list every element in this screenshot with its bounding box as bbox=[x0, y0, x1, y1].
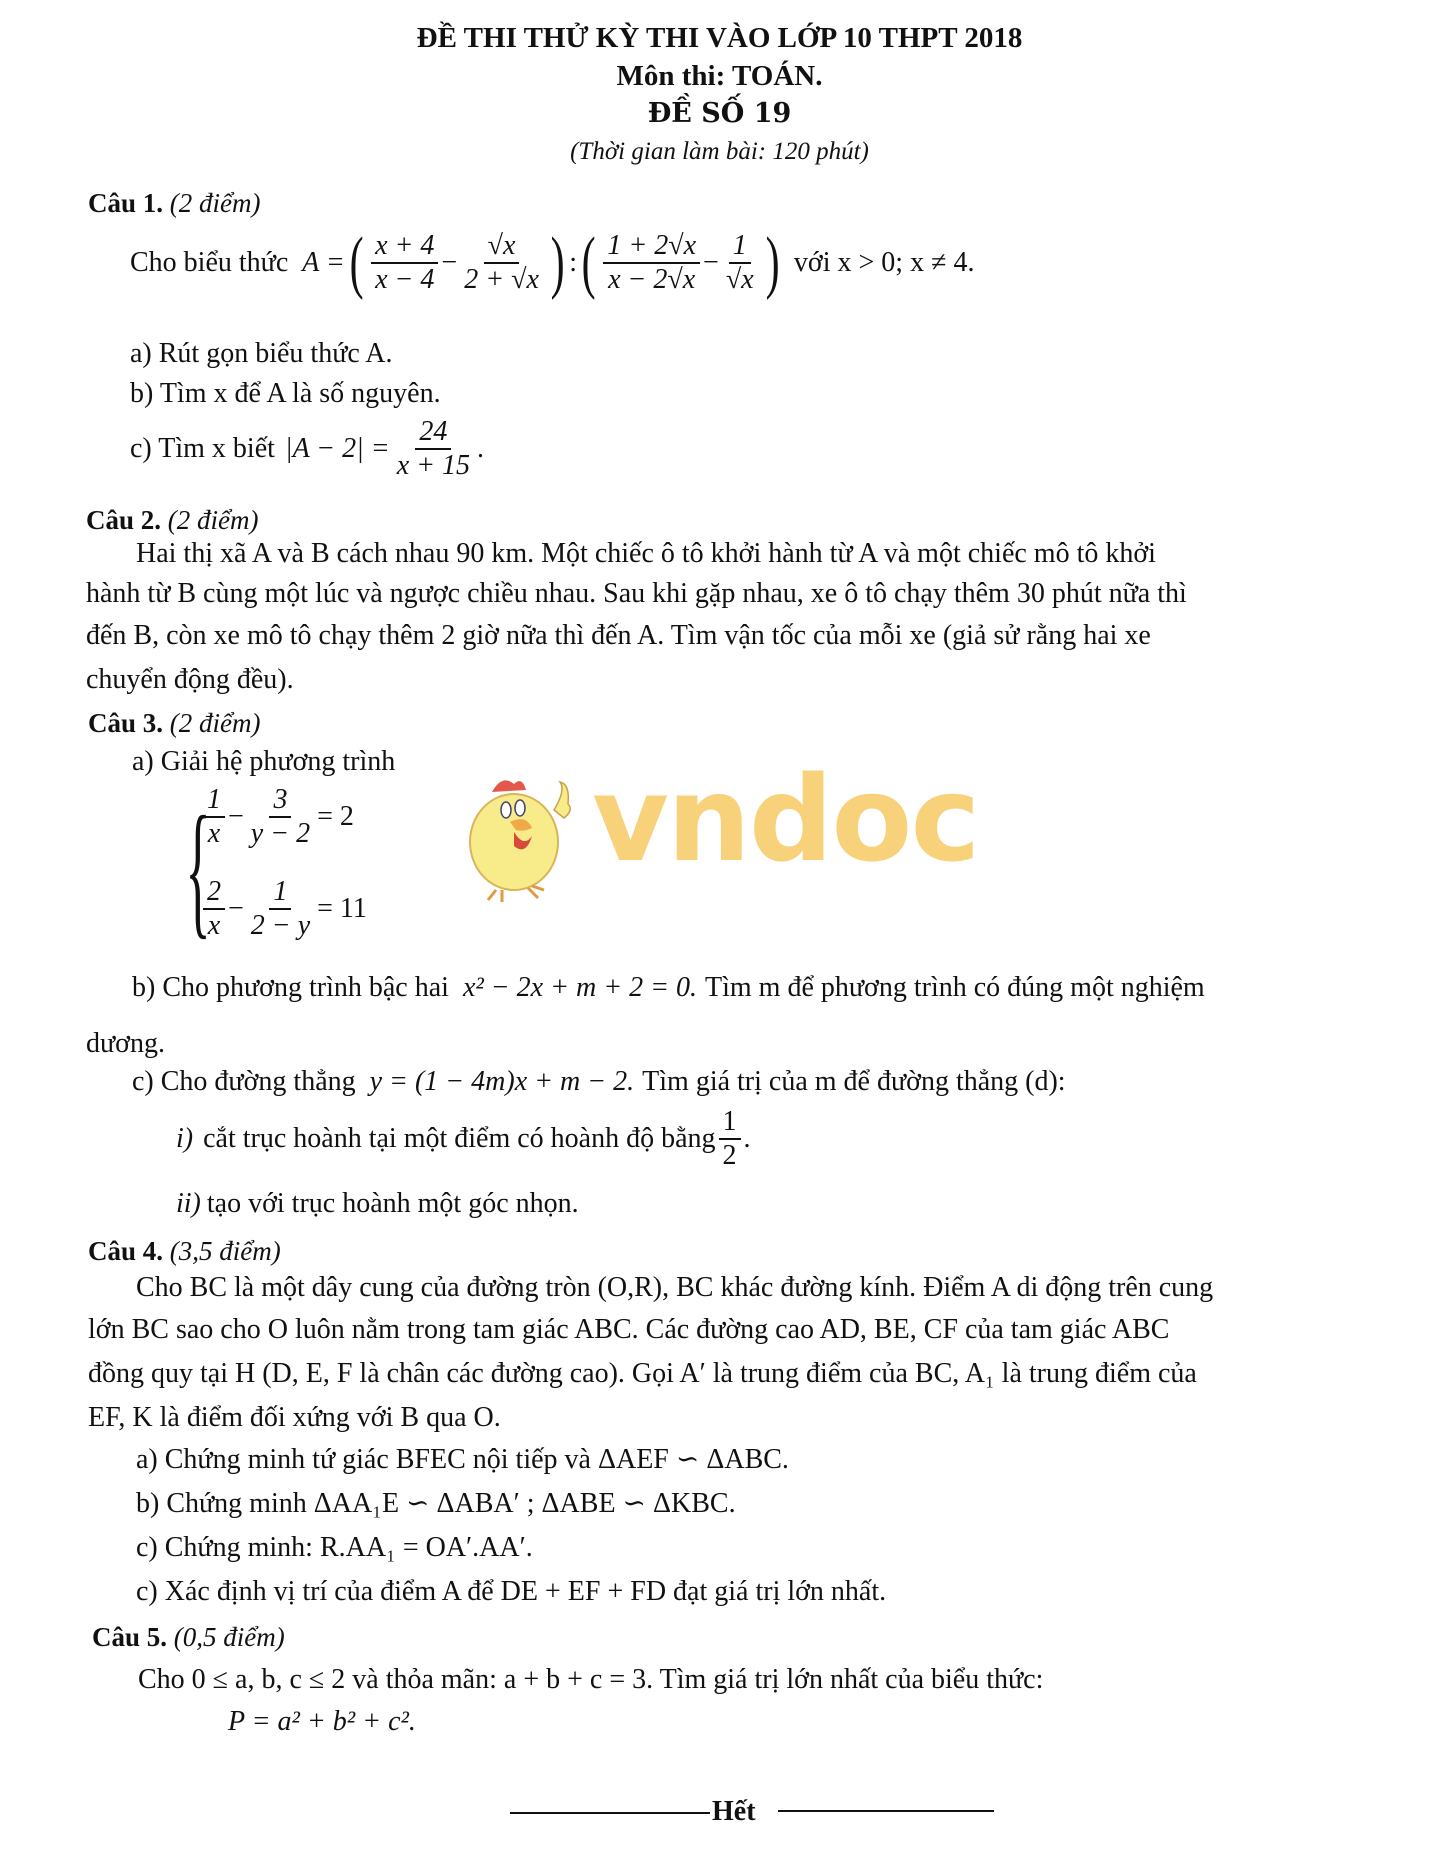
vndoc-logo-text: vndoc bbox=[592, 750, 979, 888]
question-3-part-c-i: i) cắt trục hoành tại một điểm có hoành độ bằng $\frac{1}{2}$ . bbox=[176, 1106, 751, 1171]
fraction: $\frac{24}{x + 15}$ bbox=[396, 416, 471, 481]
question-3-part-b: b) Cho phương trình bậc hai x² − 2x + m + 2 = 0. Tìm m để phương trình có đúng một nghiệm bbox=[132, 972, 1205, 1003]
question-2-title: Câu 2. (2 điểm) bbox=[86, 505, 259, 535]
fraction: $\frac{√x}{2 + √x}$ bbox=[464, 230, 539, 295]
question-1-part-a: a) Rút gọn biểu thức A. bbox=[130, 338, 393, 369]
end-marker: Hết bbox=[712, 1796, 756, 1827]
question-3-part-b-cont: dương. bbox=[86, 1028, 165, 1059]
fraction: $\frac{x + 4}{x - 4}$ bbox=[371, 232, 438, 294]
right-paren: ) bbox=[765, 224, 780, 301]
question-4-part-b: b) Chứng minh ΔAA₁E ∽ ΔABA′ ; ΔABE ∽ ΔKBC. bbox=[136, 1488, 736, 1519]
question-4-part-a: a) Chứng minh tứ giác BFEC nội tiếp và ΔAEF ∽ ΔABC. bbox=[136, 1444, 789, 1475]
left-paren: ( bbox=[581, 224, 596, 301]
exam-number: ĐỀ SỐ 19 bbox=[647, 98, 792, 129]
question-4-part-c: c) Chứng minh: R.AA₁ = OA′.AA′. bbox=[136, 1532, 533, 1563]
system-equation-2: $\frac{2}{x}$ − $\frac{1}{2 - y}$ = 11 bbox=[200, 878, 367, 940]
question-2-line: chuyển động đều). bbox=[86, 664, 294, 695]
question-3-part-a: a) Giải hệ phương trình bbox=[132, 746, 396, 777]
fraction: $\frac{1}{√x}$ bbox=[725, 230, 754, 295]
expression-condition: với x > 0; x ≠ 4. bbox=[793, 247, 975, 278]
chicken-mascot-icon bbox=[462, 770, 582, 905]
expression-lhs: A = bbox=[302, 247, 345, 278]
question-label: Câu 1. bbox=[88, 188, 164, 218]
fraction: $\frac{1 + 2√x}{x - 2√x}$ bbox=[603, 232, 700, 294]
question-5-expression: P = a² + b² + c². bbox=[228, 1706, 416, 1737]
question-2-line: Hai thị xã A và B cách nhau 90 km. Một chiếc ô tô khởi hành từ A và một chiếc mô tô khởi bbox=[136, 538, 1156, 569]
question-3-part-c-ii: ii) tạo với trục hoành một góc nhọn. bbox=[176, 1188, 579, 1219]
question-4-line: Cho BC là một dây cung của đường tròn (O,R), BC khác đường kính. Điểm A di động trên cung bbox=[136, 1272, 1214, 1303]
vndoc-watermark bbox=[462, 750, 979, 905]
question-1-part-b: b) Tìm x để A là số nguyên. bbox=[130, 378, 441, 409]
question-1-part-c: c) Tìm x biết |A − 2| = $\frac{24}{x + 15}$ . bbox=[130, 416, 485, 481]
exam-title: ĐỀ THI THỬ KỲ THI VÀO LỚP 10 THPT 2018 bbox=[416, 22, 1023, 54]
expression-intro: Cho biểu thức bbox=[130, 247, 289, 278]
question-1-title bbox=[88, 188, 260, 219]
question-4-part-d: c) Xác định vị trí của điểm A để DE + EF + FD đạt giá trị lớn nhất. bbox=[136, 1576, 887, 1607]
question-1-expression: Cho biểu thức A = ( $\frac{x + 4}{x - 4}$ − $\frac{√x}{2 + √x}$ ) : ( $\frac{1 + 2√x}{x - 2√x}$ − $\frac{1}{√x}$ ) với x > 0; x ≠ 4. bbox=[130, 224, 975, 301]
question-4-title: Câu 4. (3,5 điểm) bbox=[88, 1236, 281, 1266]
left-brace: { bbox=[185, 786, 211, 952]
right-paren: ) bbox=[550, 224, 565, 301]
question-3-title: Câu 3. (2 điểm) bbox=[88, 708, 261, 738]
left-paren: ( bbox=[349, 224, 364, 301]
exam-duration: (Thời gian làm bài: 120 phút) bbox=[570, 138, 869, 165]
question-2-line: đến B, còn xe mô tô chạy thêm 2 giờ nữa thì đến A. Tìm vận tốc của mỗi xe (giả sử rằng hai xe bbox=[86, 620, 1151, 651]
question-4-line: đồng quy tại H (D, E, F là chân các đường cao). Gọi A′ là trung điểm của BC, A₁ là trung điểm của bbox=[88, 1358, 1197, 1389]
question-4-line: EF, K là điểm đối xứng với B qua O. bbox=[88, 1402, 501, 1433]
question-5-line: Cho 0 ≤ a, b, c ≤ 2 và thỏa mãn: a + b + c = 3. Tìm giá trị lớn nhất của biểu thức: bbox=[138, 1664, 1044, 1695]
question-points: (2 điểm) bbox=[169, 188, 261, 218]
footer-rule-right bbox=[778, 1810, 994, 1812]
system-equation-1: $\frac{1}{x}$ − $\frac{3}{y - 2}$ = 2 bbox=[200, 786, 354, 848]
question-4-line: lớn BC sao cho O luôn nằm trong tam giác ABC. Các đường cao AD, BE, CF của tam giác ABC bbox=[88, 1314, 1170, 1345]
exam-subject: Môn thi: TOÁN. bbox=[616, 60, 823, 92]
question-2-line: hành từ B cùng một lúc và ngược chiều nhau. Sau khi gặp nhau, xe ô tô chạy thêm 30 phút nữa thì bbox=[86, 578, 1187, 609]
question-5-title: Câu 5. (0,5 điểm) bbox=[92, 1622, 285, 1652]
question-3-part-c: c) Cho đường thẳng y = (1 − 4m)x + m − 2. Tìm giá trị của m để đường thẳng (d): bbox=[132, 1066, 1066, 1097]
footer-rule-left bbox=[510, 1812, 710, 1814]
